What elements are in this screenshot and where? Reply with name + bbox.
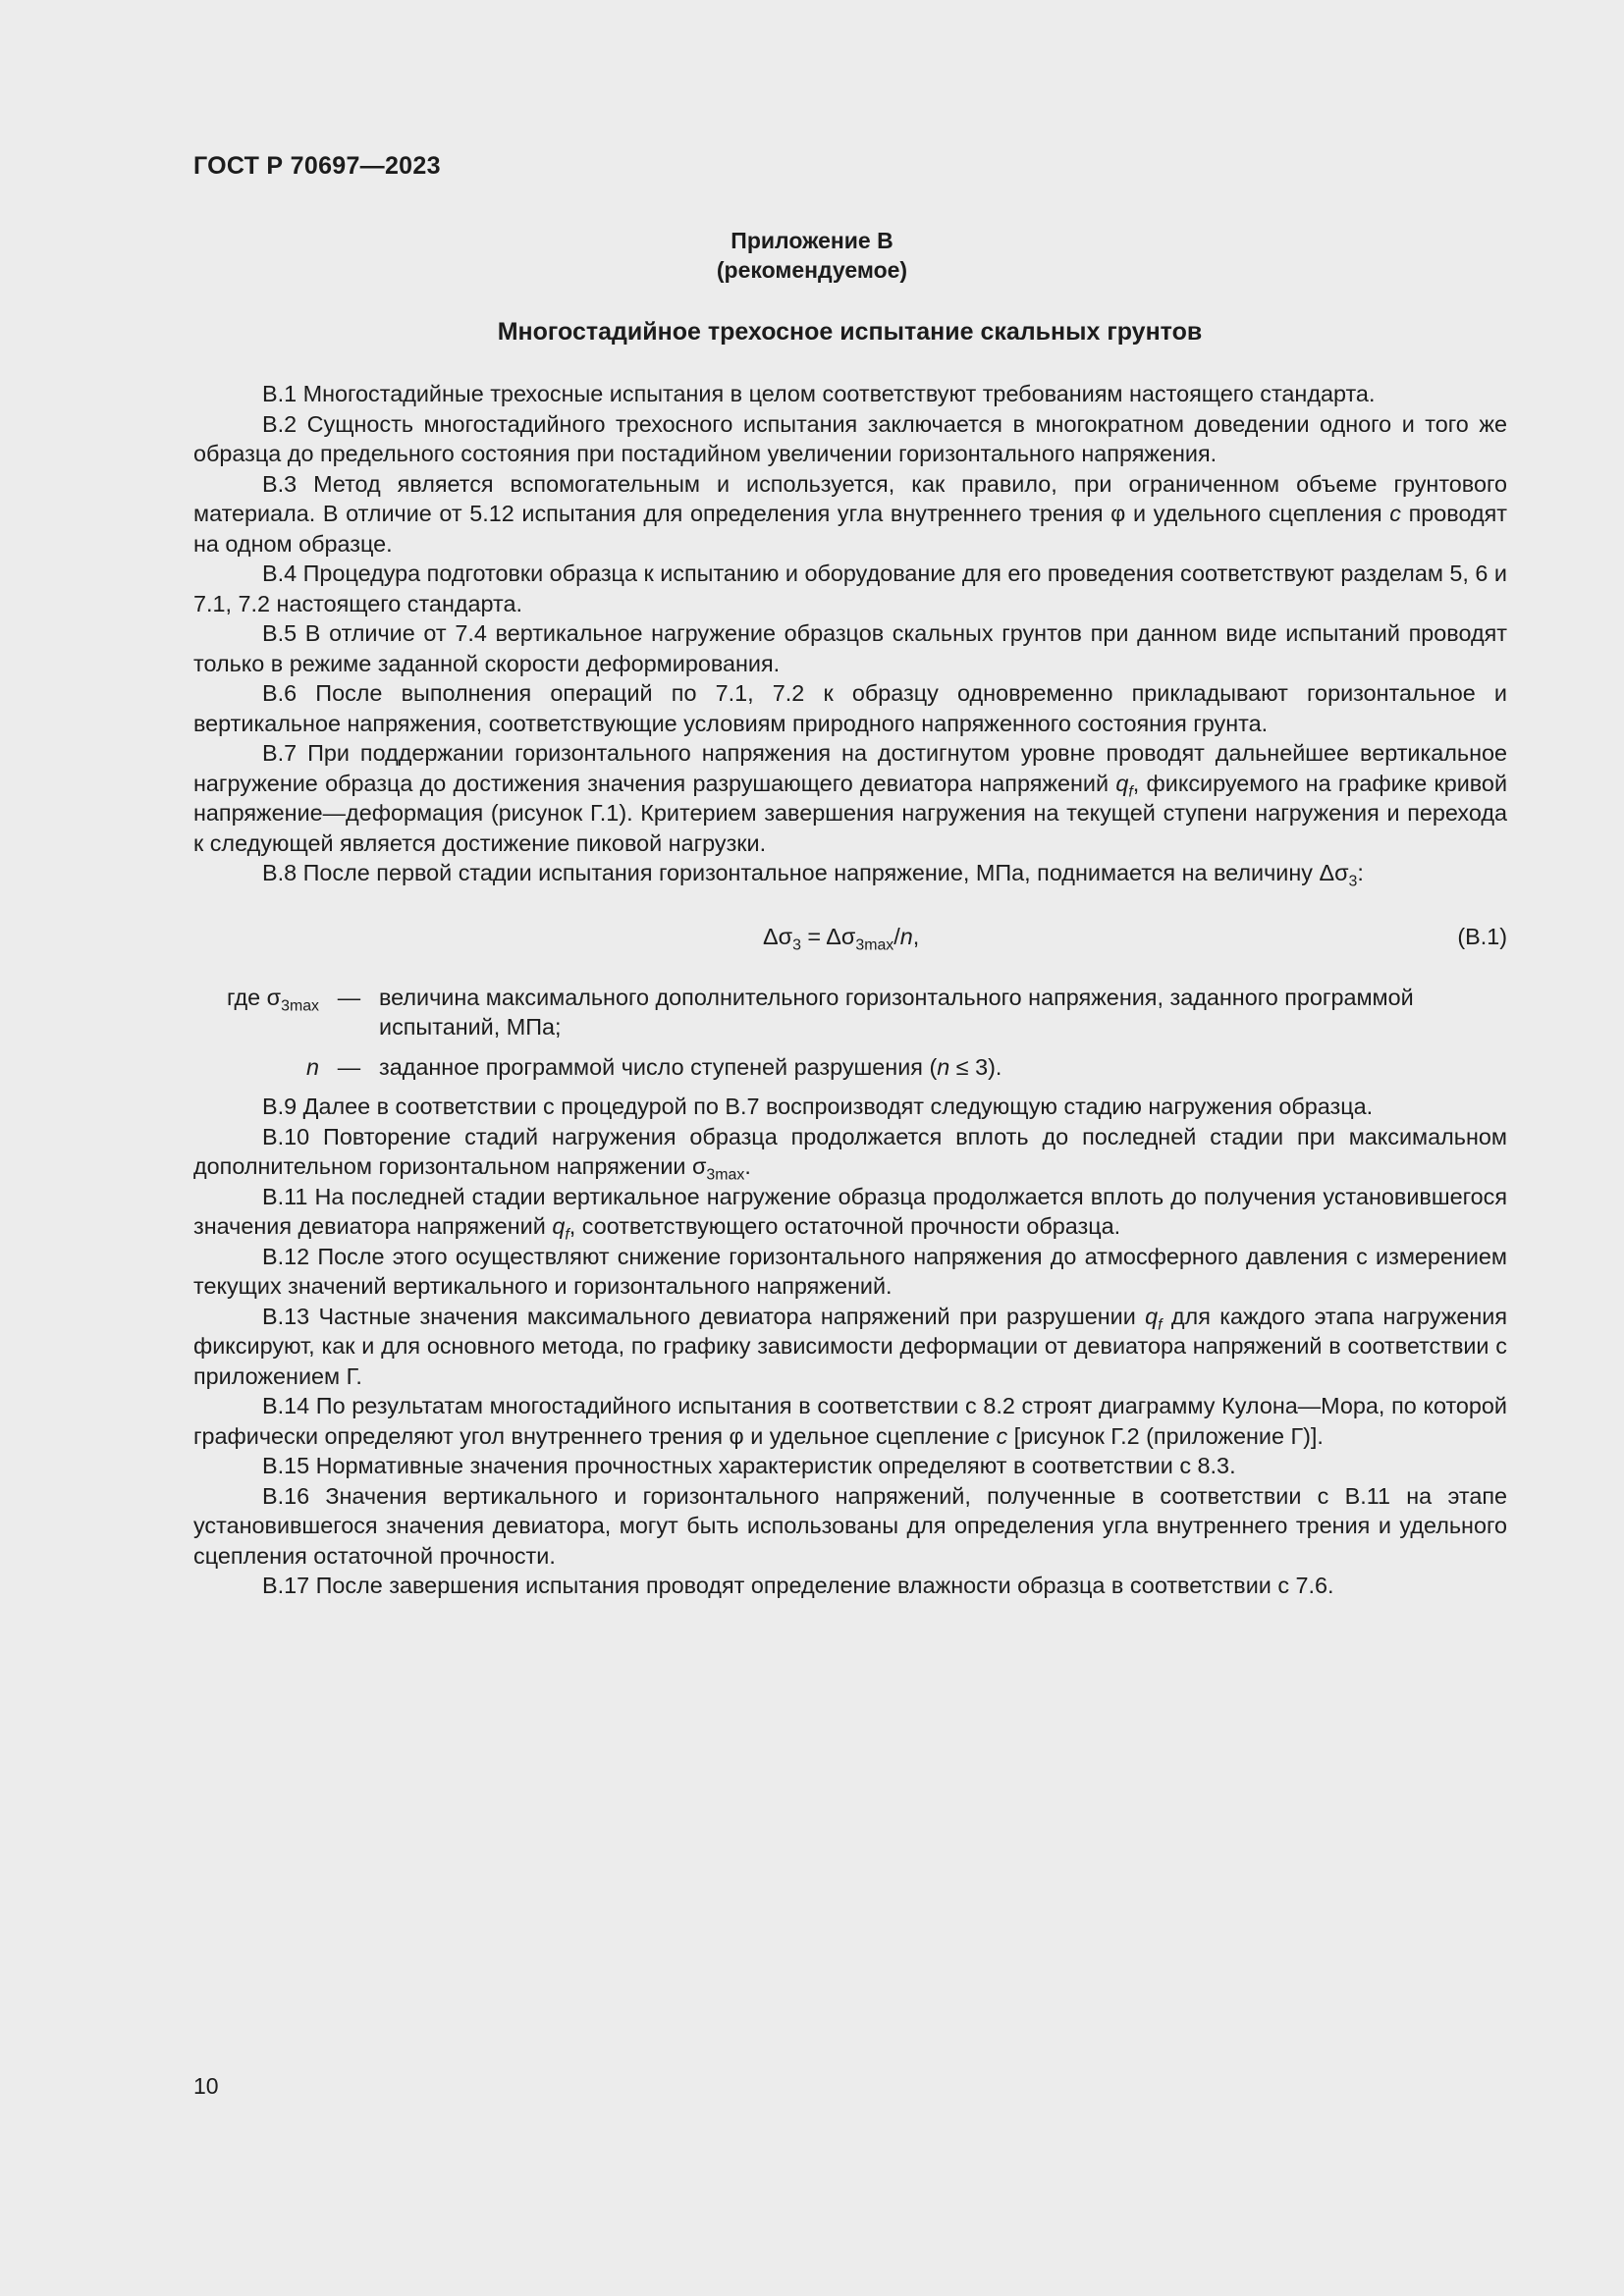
legend-dash: — bbox=[337, 1053, 361, 1080]
paragraph-b10: В.10 Повторение стадий нагружения образца продолжается вплоть до последней стадии при максимальном дополнительном горизонтальном напряжении $\sigma_{3max}$. bbox=[193, 1123, 1507, 1184]
page-number: 10 bbox=[193, 2073, 219, 2099]
legend-text-n: заданное программой число ступеней разрушения (n ≤ 3). bbox=[379, 1053, 1002, 1080]
paragraph-b14: В.14 По результатам многостадийного испытания в соответствии с 8.2 строят диаграмму Кулона—Мора, по которой графически определяют угол внутреннего трения φ и удельное сцепление c [рисунок Г.2 (приложение Г)]. bbox=[193, 1393, 1507, 1449]
paragraph-b6: В.6 После выполнения операций по 7.1, 7.2 к образцу одновременно прикладывают горизонтальное и вертикальное напряжения, соответствующие условиям природного напряженного состояния грунта. bbox=[193, 680, 1507, 736]
legend-row-sigma bbox=[193, 983, 1507, 1042]
paragraph-b4: В.4 Процедура подготовки образца к испытанию и оборудование для его проведения соответствуют разделам 5, 6 и 7.1, 7.2 настоящего стандарта. bbox=[193, 561, 1507, 616]
paragraph-b7: В.7 При поддержании горизонтального напряжения на достигнутом уровне проводят дальнейшее вертикальное нагружение образца до достижения значения разрушающего девиатора напряжений $q_f$, фиксируемого на графике кривой напряжение—деформация (рисунок Г.1). Критерием завершения нагружения на текущей ступени нагружения и перехода к следующей является достижение пиковой нагрузки. bbox=[193, 740, 1508, 856]
formula-expression: $\Delta\sigma_3 = \Delta\sigma_{3max}/n$, bbox=[763, 923, 920, 954]
paragraph-b9: В.9 Далее в соответствии с процедурой по В.7 воспроизводят следующую стадию нагружения образца. bbox=[262, 1094, 1374, 1119]
paragraph-b11: В.11 На последней стадии вертикальное нагружение образца продолжается вплоть до получения установившегося значения девиатора напряжений $q_f$, соответствующего остаточной прочности образца. bbox=[193, 1183, 1507, 1244]
paragraph-b2: В.2 Сущность многостадийного трехосного испытания заключается в многократном доведении одного и того же образца до предельного состояния при постадийном увеличении горизонтального напряжения. bbox=[193, 410, 1507, 466]
paragraph-b5: В.5 В отличие от 7.4 вертикальное нагружение образцов скальных грунтов при данном виде испытаний проводят только в режиме заданной скорости деформирования. bbox=[193, 620, 1507, 676]
paragraph-b16: В.16 Значения вертикального и горизонтального напряжений, полученные в соответствии с В.11 на этапе установившегося значения девиатора, могут быть использованы для определения угла внутреннего трения и удельного сцепления остаточной прочности. bbox=[193, 1482, 1507, 1569]
paragraph-b1: В.1 Многостадийные трехосные испытания в целом соответствуют требованиям настоящего стандарта. bbox=[262, 381, 1376, 406]
document-code: ГОСТ Р 70697—2023 bbox=[193, 152, 441, 180]
appendix-status: (рекомендуемое) bbox=[716, 257, 908, 283]
legend-term-sigma: где $\sigma_{3max}$ bbox=[227, 984, 319, 1015]
appendix-title: Приложение В bbox=[731, 228, 893, 253]
formula-number: (В.1) bbox=[1457, 923, 1507, 949]
formula-legend bbox=[193, 983, 1507, 1083]
document-body bbox=[193, 379, 1507, 1601]
legend-row-n bbox=[193, 1052, 1507, 1083]
legend-term-n: n bbox=[305, 1053, 319, 1080]
section-heading: Многостадийное трехосное испытание скальных грунтов bbox=[497, 318, 1203, 346]
paragraph-b17: В.17 После завершения испытания проводят определение влажности образца в соответствии с 7.6. bbox=[262, 1573, 1334, 1598]
paragraph-b3: В.3 Метод является вспомогательным и используется, как правило, при ограниченном объеме грунтового материала. В отличие от 5.12 испытания для определения угла внутреннего трения φ и удельного сцепления c проводят на одном образце. bbox=[193, 470, 1507, 557]
paragraph-b13: В.13 Частные значения максимального девиатора напряжений при разрушении $q_f$ для каждого этапа нагружения фиксируют, как и для основного метода, по графику зависимости деформации от девиатора напряжений в соответствии с приложением Г. bbox=[193, 1303, 1507, 1389]
paragraph-b8: В.8 После первой стадии испытания горизонтальное напряжение, МПа, поднимается на величину $\Delta\sigma_3$: bbox=[262, 860, 1364, 890]
appendix-header bbox=[0, 226, 1624, 285]
formula-b1 bbox=[193, 922, 1507, 954]
legend-dash: — bbox=[337, 984, 361, 1010]
paragraph-b12: В.12 После этого осуществляют снижение горизонтального напряжения до атмосферного давления с измерением текущих значений вертикального и горизонтального напряжений. bbox=[193, 1243, 1507, 1299]
legend-text-sigma: величина максимального дополнительного горизонтального напряжения, заданного программой испытаний, МПа; bbox=[379, 984, 1414, 1040]
paragraph-b15: В.15 Нормативные значения прочностных характеристик определяют в соответствии с 8.3. bbox=[262, 1453, 1236, 1478]
